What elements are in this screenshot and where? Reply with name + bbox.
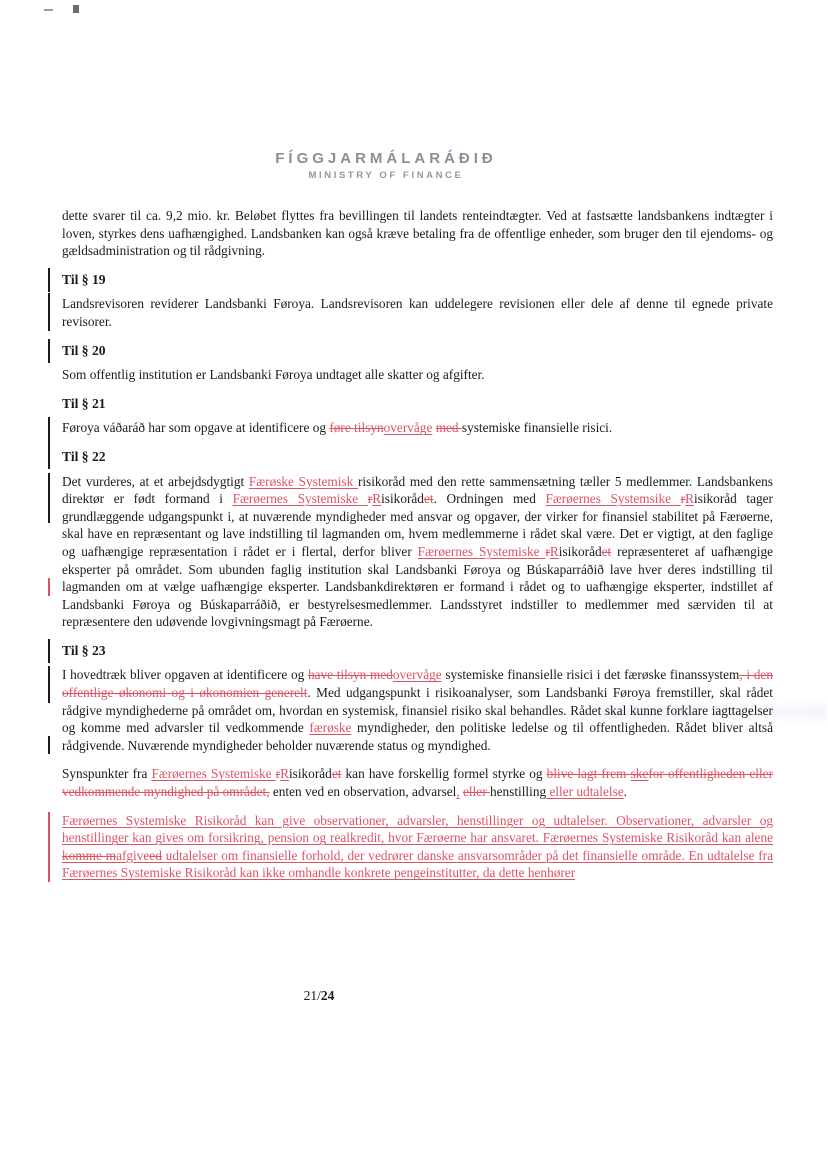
deleted-text: for offentligheden eller vedkommende myndighed på området, xyxy=(62,766,773,800)
inserted-text: Færøernes Systemiske xyxy=(151,766,276,782)
inserted-text: udtalelser om finansielle forhold, der vedrører danske ansvarsområder på det finansielle område. En udtalelse fra Færøernes Systemiske Risikoråd kan ikke omhandle konkrete pengeinstitutter, da dette henhører xyxy=(62,847,773,881)
change-bar xyxy=(48,473,50,523)
scan-artifact-dash xyxy=(44,9,53,11)
text-run: myndigheder, den politiske ledelse og til offentligheden. Rådet bliver altså rådgivende. Nuværende myndigheder beholder nuværende status og myndighed. xyxy=(62,720,773,753)
section-heading xyxy=(62,342,773,360)
inserted-text: R xyxy=(372,491,382,507)
deleted-text: r xyxy=(680,491,686,507)
text-run: Til § 21 xyxy=(62,395,106,411)
text-run: Til § 22 xyxy=(62,448,106,464)
paragraph xyxy=(62,207,773,260)
inserted-text: færøske xyxy=(309,720,352,736)
section-heading xyxy=(62,395,773,413)
inserted-text: Færøske Systemisk xyxy=(248,473,358,489)
paragraph xyxy=(62,473,773,631)
deleted-text: et xyxy=(331,766,342,782)
text-run: enten ved en observation, advarsel xyxy=(269,784,457,800)
inserted-text: , xyxy=(456,784,460,800)
logo-subtitle: MINISTRY OF FINANCE xyxy=(308,170,464,181)
change-bar xyxy=(48,736,50,754)
text-run: isikoråd xyxy=(558,543,602,559)
text-run: systemiske finansielle risici i det færøske finanssystem xyxy=(441,667,740,683)
section-heading xyxy=(62,271,773,289)
change-bar xyxy=(48,578,50,596)
section-heading xyxy=(62,448,773,466)
text-run: Landsrevisoren reviderer Landsbanki Føroya. Landsrevisoren kan uddelegere revisionen eller dele af denne til egnede private revisorer. xyxy=(62,296,773,329)
page-number xyxy=(0,988,733,1004)
paragraph xyxy=(62,812,773,882)
inserted-text: afgive xyxy=(116,847,150,863)
ministry-of-finance-logo xyxy=(0,150,800,181)
deleted-text: et xyxy=(601,543,612,559)
deleted-text: blive lagt frem xyxy=(546,766,631,782)
text-run: Til § 23 xyxy=(62,642,106,658)
change-bar xyxy=(48,445,50,469)
inserted-text: Færøernes Systemiske Risikoråd kan give observationer, advarsler, henstillinger og udtalelser. Observationer, advarsler og henstillinger kan gives om forsikring, pension og realkredit, hvor Færøerne har ansvaret. Færøernes Systemiske Risikoråd kan alene xyxy=(62,812,773,846)
text-run: I hovedtræk bliver opgaven at identificere og xyxy=(62,667,308,683)
paragraph xyxy=(62,295,773,330)
text-run: Føroya váðaráð har som opgave at identificere og xyxy=(62,420,330,436)
text-run: Til § 19 xyxy=(62,271,106,287)
deleted-text: med xyxy=(435,420,462,436)
change-bar xyxy=(48,812,50,882)
change-bar xyxy=(48,293,50,331)
deleted-text: , i den offentlige økonomi og i økonomien generelt xyxy=(62,667,773,701)
text-run: . Med udgangspunkt i risikoanalyser, som Landsbanki Føroya fremstiller, skal rådet rådgive myndighederne på området om, hvordan en systemisk, finansiel risiko skal behandles. Rådet skal kunne forklare iagttagelser og komme med advarsler til vedkommende xyxy=(62,685,773,736)
deleted-text: føre tilsyn xyxy=(329,420,384,436)
paragraph xyxy=(62,419,773,437)
paragraph xyxy=(62,666,773,754)
text-run: henstilling xyxy=(489,784,547,800)
deleted-inserted-text: ed xyxy=(149,847,162,863)
text-run: isikoråd xyxy=(381,491,424,507)
text-run: repræsenteret af uafhængige eksperter på området. Som ubunden faglig institution skal Landsbanki Føroya og Búskaparráðið lave hver deres indstilling til lagmanden om at vælge uafhængige eksperter. Landsbankdirektøren er formand i rådet og to uafhængige eksperter, indstillet af Landsbanki Føroya og Búskaparráðið, er bestyrelsesmedlemmer. Landsstyret indstiller to medlemmer med særviden til at repræsentere den udøvende lovgivningsmagt på Færøerne. xyxy=(62,543,773,630)
logo-title: FÍGGJARMÁLARÁÐIÐ xyxy=(275,150,497,167)
section-heading xyxy=(62,642,773,660)
deleted-text: eller xyxy=(463,784,490,800)
inserted-text: Færøernes Systemsike xyxy=(545,491,681,507)
deleted-inserted-text: ske xyxy=(630,766,649,782)
text-run: . xyxy=(623,784,627,800)
text-run: risikoråd med den rette sammensætning tæller 5 medlemmer. Landsbankens direktør er født formand i xyxy=(62,473,773,507)
text-run: . Ordningen med xyxy=(433,491,546,507)
text-run: Det vurderes, at et arbejdsdygtigt xyxy=(62,473,249,489)
text-run: isikoråd xyxy=(288,766,332,782)
text-run: isikoråd tager grundlæggende udgangspunkt i, at nuværende myndigheder med ansvar og opgaver, der virker for finansiel stabilitet på Færøerne, skal have en repræsentant og lave indstilling til lagmanden om, hvem medlemmerne i rådet skal være. Det er vigtigt, at den faglige og uafhængige repræsentation i rådet er i flertal, derfor bliver xyxy=(62,491,773,559)
text-run: systemiske finansielle risici. xyxy=(461,420,613,436)
document-body xyxy=(62,207,773,893)
page-number-total: 24 xyxy=(320,988,335,1003)
scan-artifact-mark xyxy=(73,5,79,13)
paragraph xyxy=(62,366,773,384)
text-run: dette svarer til ca. 9,2 mio. kr. Beløbet flyttes fra bevillingen til landets renteindtægter. Ved at fastsætte landsbankens indtægter i loven, styrkes dens uafhængighed. Landsbanken kan også kræve betaling fra de offentlige enheder, som bruger den til ejendoms- og gældsadministration og til rådgivning. xyxy=(62,208,773,259)
deleted-text: have tilsyn med xyxy=(307,667,393,683)
inserted-text: Færøernes Systemiske xyxy=(232,491,368,507)
text-run: Til § 20 xyxy=(62,342,106,358)
change-bar xyxy=(48,639,50,663)
inserted-text: R xyxy=(280,766,289,782)
deleted-text: r xyxy=(367,491,373,507)
change-bar xyxy=(48,666,50,703)
text-run: Som offentlig institution er Landsbanki Føroya undtaget alle skatter og afgifter. xyxy=(62,367,485,383)
page-number-current: 21/ xyxy=(303,988,321,1003)
change-bar xyxy=(48,268,50,292)
deleted-inserted-text: komme m xyxy=(62,847,117,863)
deleted-text: r xyxy=(275,766,281,782)
paragraph xyxy=(62,765,773,800)
change-bar xyxy=(48,339,50,363)
text-run: kan have forskellig formel styrke og xyxy=(341,766,547,782)
inserted-text: overvåge xyxy=(392,667,442,683)
inserted-text: R xyxy=(549,543,559,559)
deleted-text: et xyxy=(423,491,434,507)
inserted-text: R xyxy=(685,491,694,507)
inserted-text: eller udtalelse xyxy=(546,784,624,800)
inserted-text: overvåge xyxy=(383,420,433,436)
deleted-text: r xyxy=(545,543,550,559)
inserted-text: Færøernes Systemiske xyxy=(417,543,546,559)
text-run: Synspunkter fra xyxy=(62,766,152,782)
